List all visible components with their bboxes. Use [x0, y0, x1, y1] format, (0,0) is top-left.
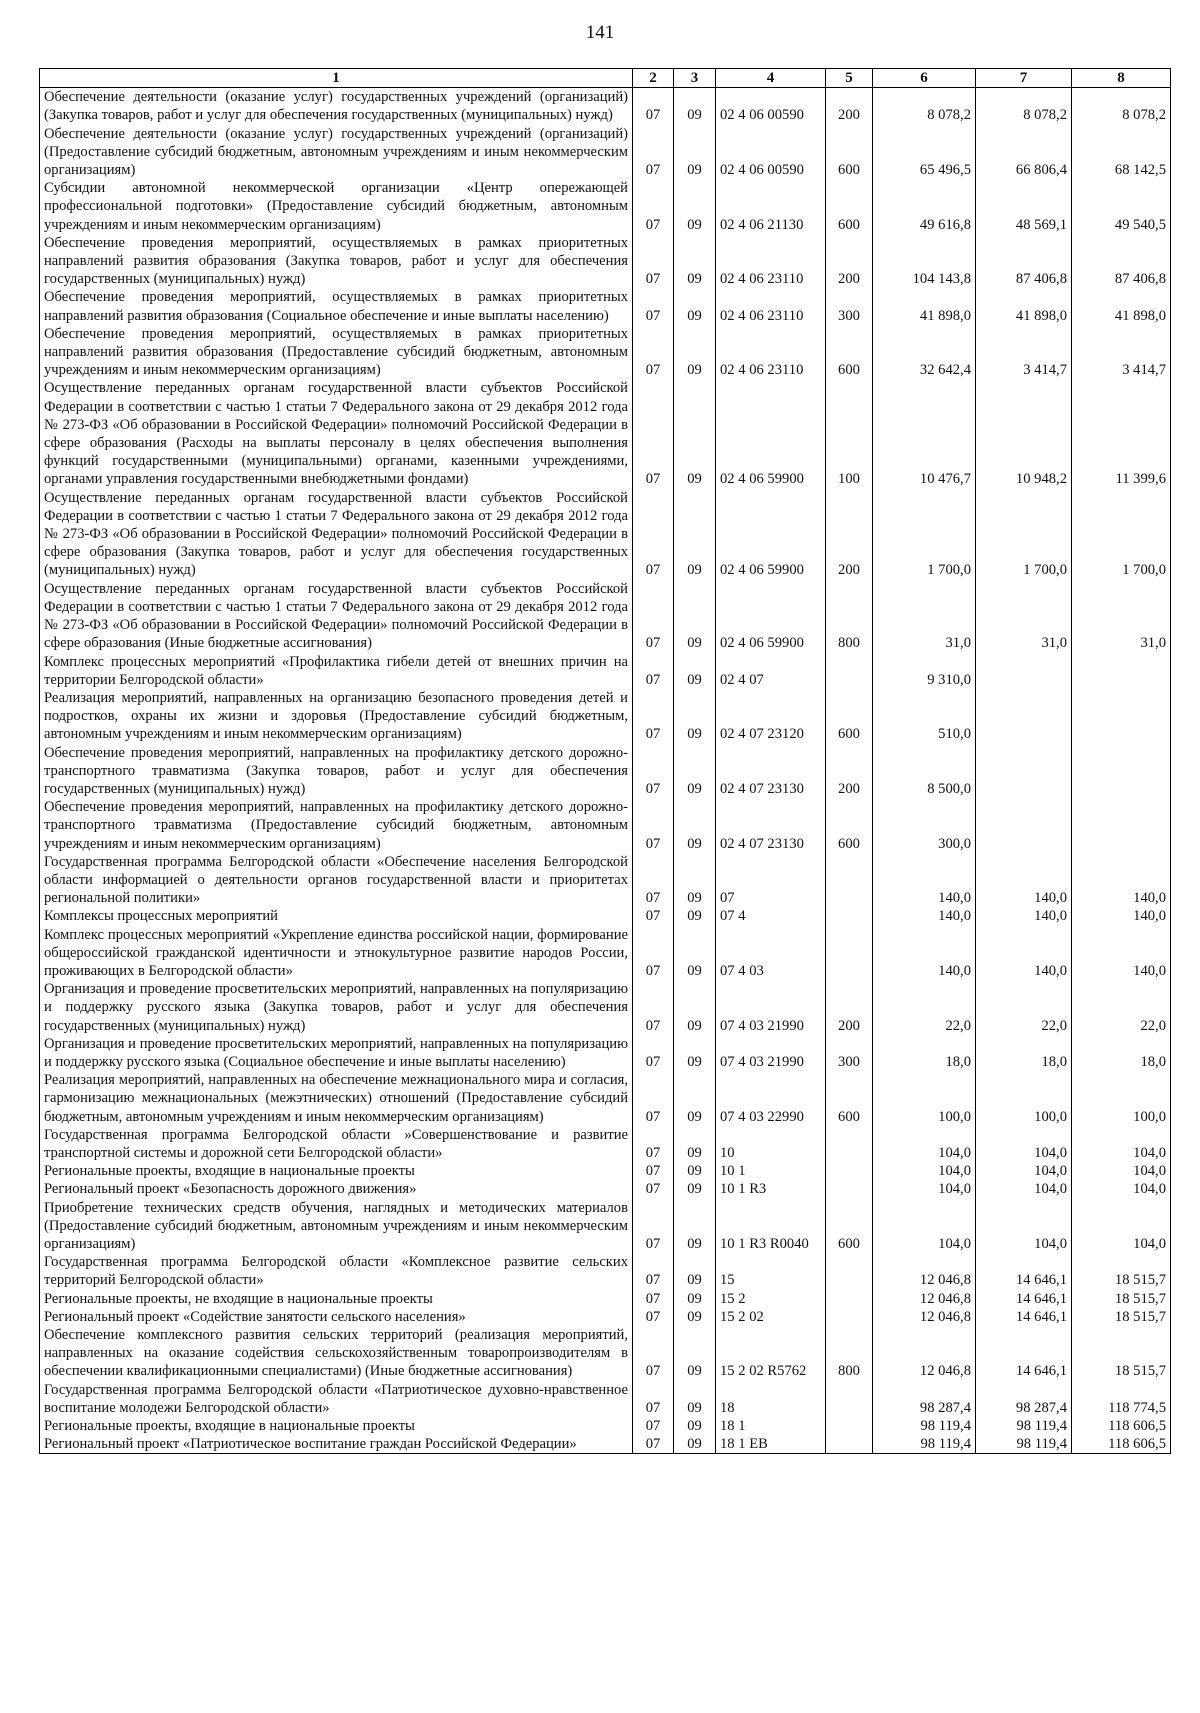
table-row — [40, 1253, 1171, 1289]
cell-amount-year3: 11 399,6 — [1072, 379, 1171, 488]
cell-target-article: 02 4 06 23110 — [716, 325, 826, 380]
table-row — [40, 234, 1171, 289]
cell-subsection: 09 — [674, 1253, 716, 1289]
cell-amount-year2: 22,0 — [976, 980, 1072, 1035]
table-row — [40, 653, 1171, 689]
cell-section: 07 — [633, 288, 674, 324]
cell-section: 07 — [633, 744, 674, 799]
cell-amount-year3: 140,0 — [1072, 853, 1171, 908]
cell-expense-type — [826, 1308, 873, 1326]
cell-expense-type: 200 — [826, 980, 873, 1035]
row-description: Обеспечение проведения мероприятий, направленных на профилактику детского дорожно-транспортного травматизма (Предоставление субсидий бюджетным, автономным учреждениям и иным некоммерческим организациям) — [40, 798, 633, 853]
cell-subsection: 09 — [674, 1435, 716, 1454]
cell-target-article: 18 1 — [716, 1417, 826, 1435]
cell-target-article: 02 4 07 23120 — [716, 689, 826, 744]
cell-section: 07 — [633, 1308, 674, 1326]
row-description: Реализация мероприятий, направленных на организацию безопасного проведения детей и подростков, охраны их жизни и здоровья (Предоставление субсидий бюджетным, автономным учреждениям и иным некоммерческим организациям) — [40, 689, 633, 744]
cell-section: 07 — [633, 88, 674, 125]
cell-subsection: 09 — [674, 489, 716, 580]
cell-expense-type: 100 — [826, 379, 873, 488]
cell-amount-year1: 104,0 — [873, 1162, 976, 1180]
cell-subsection: 09 — [674, 1162, 716, 1180]
cell-expense-type: 200 — [826, 744, 873, 799]
cell-amount-year2: 8 078,2 — [976, 88, 1072, 125]
cell-section: 07 — [633, 907, 674, 925]
cell-section: 07 — [633, 1071, 674, 1126]
table-row — [40, 744, 1171, 799]
cell-subsection: 09 — [674, 1326, 716, 1381]
cell-section: 07 — [633, 1290, 674, 1308]
cell-amount-year3: 87 406,8 — [1072, 234, 1171, 289]
table-row — [40, 1035, 1171, 1071]
table-row — [40, 325, 1171, 380]
cell-amount-year1: 8 078,2 — [873, 88, 976, 125]
cell-target-article: 18 1 EB — [716, 1435, 826, 1454]
cell-amount-year3: 8 078,2 — [1072, 88, 1171, 125]
cell-amount-year1: 1 700,0 — [873, 489, 976, 580]
cell-amount-year1: 12 046,8 — [873, 1253, 976, 1289]
cell-section: 07 — [633, 1035, 674, 1071]
cell-expense-type: 800 — [826, 580, 873, 653]
cell-amount-year1: 12 046,8 — [873, 1326, 976, 1381]
cell-expense-type — [826, 1290, 873, 1308]
cell-subsection: 09 — [674, 926, 716, 981]
table-row — [40, 1290, 1171, 1308]
cell-amount-year3: 100,0 — [1072, 1071, 1171, 1126]
cell-amount-year3 — [1072, 744, 1171, 799]
cell-subsection: 09 — [674, 744, 716, 799]
row-description: Обеспечение проведения мероприятий, осуществляемых в рамках приоритетных направлений развития образования (Социальное обеспечение и иные выплаты населению) — [40, 288, 633, 324]
cell-subsection: 09 — [674, 379, 716, 488]
row-description: Комплексы процессных мероприятий — [40, 907, 633, 925]
table-row — [40, 88, 1171, 125]
cell-amount-year3: 104,0 — [1072, 1162, 1171, 1180]
cell-amount-year3: 140,0 — [1072, 926, 1171, 981]
cell-amount-year3: 31,0 — [1072, 580, 1171, 653]
cell-target-article: 07 4 03 — [716, 926, 826, 981]
cell-amount-year2: 100,0 — [976, 1071, 1072, 1126]
cell-section: 07 — [633, 853, 674, 908]
cell-expense-type — [826, 653, 873, 689]
cell-subsection: 09 — [674, 980, 716, 1035]
cell-target-article: 02 4 07 23130 — [716, 744, 826, 799]
cell-section: 07 — [633, 1199, 674, 1254]
cell-amount-year1: 12 046,8 — [873, 1290, 976, 1308]
cell-amount-year3: 18 515,7 — [1072, 1326, 1171, 1381]
cell-target-article: 18 — [716, 1381, 826, 1417]
row-description: Субсидии автономной некоммерческой организации «Центр опережающей профессиональной подготовки» (Предоставление субсидий бюджетным, автономным учреждениям и иным некоммерческим организациям) — [40, 179, 633, 234]
row-description: Организация и проведение просветительских мероприятий, направленных на популяризацию и поддержку русского языка (Закупка товаров, работ и услуг для обеспечения государственных (муниципальных) нужд) — [40, 980, 633, 1035]
cell-subsection: 09 — [674, 580, 716, 653]
cell-amount-year3: 18 515,7 — [1072, 1290, 1171, 1308]
cell-amount-year1: 98 119,4 — [873, 1435, 976, 1454]
cell-amount-year1: 31,0 — [873, 580, 976, 653]
cell-amount-year3: 104,0 — [1072, 1126, 1171, 1162]
cell-amount-year2: 98 287,4 — [976, 1381, 1072, 1417]
cell-subsection: 09 — [674, 234, 716, 289]
cell-section: 07 — [633, 1326, 674, 1381]
cell-amount-year1: 510,0 — [873, 689, 976, 744]
cell-amount-year3: 18 515,7 — [1072, 1308, 1171, 1326]
row-description: Комплекс процессных мероприятий «Профилактика гибели детей от внешних причин на территории Белгородской области» — [40, 653, 633, 689]
cell-subsection: 09 — [674, 1308, 716, 1326]
table-row — [40, 907, 1171, 925]
row-description: Региональный проект «Безопасность дорожного движения» — [40, 1180, 633, 1198]
cell-amount-year3: 22,0 — [1072, 980, 1171, 1035]
cell-expense-type: 300 — [826, 288, 873, 324]
cell-amount-year1: 104 143,8 — [873, 234, 976, 289]
cell-expense-type — [826, 1417, 873, 1435]
cell-target-article: 02 4 06 59900 — [716, 379, 826, 488]
cell-section: 07 — [633, 489, 674, 580]
cell-target-article: 15 — [716, 1253, 826, 1289]
table-row — [40, 689, 1171, 744]
table-row — [40, 1126, 1171, 1162]
cell-amount-year3: 41 898,0 — [1072, 288, 1171, 324]
cell-section: 07 — [633, 1417, 674, 1435]
cell-amount-year3: 104,0 — [1072, 1199, 1171, 1254]
cell-amount-year3: 49 540,5 — [1072, 179, 1171, 234]
row-description: Государственная программа Белгородской области «Патриотическое духовно-нравственное воспитание молодежи Белгородской области» — [40, 1381, 633, 1417]
cell-target-article: 10 1 R3 — [716, 1180, 826, 1198]
cell-subsection: 09 — [674, 1381, 716, 1417]
cell-target-article: 02 4 07 — [716, 653, 826, 689]
cell-target-article: 02 4 06 59900 — [716, 489, 826, 580]
cell-section: 07 — [633, 1162, 674, 1180]
cell-amount-year2: 140,0 — [976, 926, 1072, 981]
cell-target-article: 15 2 02 — [716, 1308, 826, 1326]
table-row — [40, 1162, 1171, 1180]
table-row — [40, 125, 1171, 180]
cell-amount-year3 — [1072, 798, 1171, 853]
cell-expense-type: 600 — [826, 798, 873, 853]
table-row — [40, 1435, 1171, 1454]
table-row — [40, 798, 1171, 853]
cell-amount-year1: 300,0 — [873, 798, 976, 853]
cell-amount-year1: 104,0 — [873, 1180, 976, 1198]
table-row — [40, 1308, 1171, 1326]
column-header: 8 — [1072, 69, 1171, 88]
column-header: 4 — [716, 69, 826, 88]
cell-subsection: 09 — [674, 288, 716, 324]
cell-subsection: 09 — [674, 88, 716, 125]
cell-subsection: 09 — [674, 798, 716, 853]
cell-amount-year3: 68 142,5 — [1072, 125, 1171, 180]
cell-expense-type: 600 — [826, 689, 873, 744]
cell-target-article: 07 — [716, 853, 826, 908]
cell-amount-year1: 140,0 — [873, 926, 976, 981]
cell-expense-type: 600 — [826, 325, 873, 380]
table-row — [40, 1071, 1171, 1126]
budget-table — [39, 68, 1171, 1454]
cell-subsection: 09 — [674, 125, 716, 180]
cell-subsection: 09 — [674, 1290, 716, 1308]
row-description: Региональные проекты, входящие в национальные проекты — [40, 1162, 633, 1180]
cell-section: 07 — [633, 379, 674, 488]
cell-subsection: 09 — [674, 853, 716, 908]
cell-section: 07 — [633, 325, 674, 380]
cell-target-article: 02 4 06 00590 — [716, 125, 826, 180]
cell-amount-year2: 104,0 — [976, 1180, 1072, 1198]
cell-amount-year2: 10 948,2 — [976, 379, 1072, 488]
row-description: Обеспечение деятельности (оказание услуг) государственных учреждений (организаций) (Закупка товаров, работ и услуг для обеспечения государственных (муниципальных) нужд) — [40, 88, 633, 125]
cell-target-article: 02 4 07 23130 — [716, 798, 826, 853]
cell-expense-type: 200 — [826, 88, 873, 125]
cell-amount-year1: 98 119,4 — [873, 1417, 976, 1435]
cell-amount-year1: 32 642,4 — [873, 325, 976, 380]
cell-target-article: 10 1 — [716, 1162, 826, 1180]
cell-target-article: 02 4 06 23110 — [716, 234, 826, 289]
cell-expense-type: 600 — [826, 1199, 873, 1254]
cell-section: 07 — [633, 653, 674, 689]
cell-amount-year1: 9 310,0 — [873, 653, 976, 689]
cell-expense-type: 600 — [826, 179, 873, 234]
column-header: 5 — [826, 69, 873, 88]
cell-amount-year2: 14 646,1 — [976, 1253, 1072, 1289]
cell-subsection: 09 — [674, 179, 716, 234]
cell-amount-year2: 140,0 — [976, 907, 1072, 925]
cell-amount-year2: 41 898,0 — [976, 288, 1072, 324]
cell-subsection: 09 — [674, 1417, 716, 1435]
cell-subsection: 09 — [674, 653, 716, 689]
row-description: Обеспечение проведения мероприятий, направленных на профилактику детского дорожно-транспортного травматизма (Закупка товаров, работ и услуг для обеспечения государственных (муниципальных) нужд) — [40, 744, 633, 799]
cell-section: 07 — [633, 689, 674, 744]
row-description: Региональный проект «Патриотическое воспитание граждан Российской Федерации» — [40, 1435, 633, 1454]
cell-amount-year2: 14 646,1 — [976, 1290, 1072, 1308]
row-description: Обеспечение проведения мероприятий, осуществляемых в рамках приоритетных направлений развития образования (Закупка товаров, работ и услуг для обеспечения государственных (муниципальных) нужд) — [40, 234, 633, 289]
row-description: Приобретение технических средств обучения, наглядных и методических материалов (Предоставление субсидий бюджетным, автономным учреждениям и иным некоммерческим организациям) — [40, 1199, 633, 1254]
cell-amount-year2 — [976, 653, 1072, 689]
cell-amount-year3: 104,0 — [1072, 1180, 1171, 1198]
cell-expense-type — [826, 1435, 873, 1454]
cell-target-article: 07 4 03 21990 — [716, 1035, 826, 1071]
cell-amount-year1: 41 898,0 — [873, 288, 976, 324]
cell-amount-year2 — [976, 689, 1072, 744]
table-row — [40, 1180, 1171, 1198]
cell-amount-year2: 104,0 — [976, 1126, 1072, 1162]
cell-amount-year2: 87 406,8 — [976, 234, 1072, 289]
row-description: Организация и проведение просветительских мероприятий, направленных на популяризацию и поддержку русского языка (Социальное обеспечение и иные выплаты населению) — [40, 1035, 633, 1071]
column-header: 7 — [976, 69, 1072, 88]
cell-section: 07 — [633, 234, 674, 289]
cell-amount-year1: 104,0 — [873, 1199, 976, 1254]
cell-target-article: 02 4 06 59900 — [716, 580, 826, 653]
table-header-row — [40, 69, 1171, 88]
cell-amount-year3: 1 700,0 — [1072, 489, 1171, 580]
cell-amount-year3: 18 515,7 — [1072, 1253, 1171, 1289]
cell-amount-year2: 104,0 — [976, 1162, 1072, 1180]
cell-amount-year3 — [1072, 653, 1171, 689]
page-number: 141 — [585, 22, 615, 43]
cell-target-article: 07 4 — [716, 907, 826, 925]
cell-expense-type — [826, 926, 873, 981]
cell-amount-year1: 140,0 — [873, 907, 976, 925]
column-header: 3 — [674, 69, 716, 88]
row-description: Осуществление переданных органам государственной власти субъектов Российской Федерации в соответствии с частью 1 статьи 7 Федерального закона от 29 декабря 2012 года № 273-ФЗ «Об образовании в Российской Федерации» полномочий Российской Федерации в сфере образования (Иные бюджетные ассигнования) — [40, 580, 633, 653]
cell-amount-year3: 18,0 — [1072, 1035, 1171, 1071]
cell-target-article: 15 2 02 R5762 — [716, 1326, 826, 1381]
cell-subsection: 09 — [674, 907, 716, 925]
table-row — [40, 1199, 1171, 1254]
column-header: 6 — [873, 69, 976, 88]
cell-subsection: 09 — [674, 689, 716, 744]
cell-amount-year1: 10 476,7 — [873, 379, 976, 488]
cell-amount-year2: 66 806,4 — [976, 125, 1072, 180]
cell-amount-year2: 31,0 — [976, 580, 1072, 653]
cell-subsection: 09 — [674, 1180, 716, 1198]
cell-amount-year2: 140,0 — [976, 853, 1072, 908]
cell-expense-type — [826, 907, 873, 925]
row-description: Комплекс процессных мероприятий «Укрепление единства российской нации, формирование общероссийской гражданской идентичности и этнокультурное развитие народов России, проживающих в Белгородской области» — [40, 926, 633, 981]
cell-section: 07 — [633, 926, 674, 981]
row-description: Осуществление переданных органам государственной власти субъектов Российской Федерации в соответствии с частью 1 статьи 7 Федерального закона от 29 декабря 2012 года № 273-ФЗ «Об образовании в Российской Федерации» полномочий Российской Федерации в сфере образования (Закупка товаров, работ и услуг для обеспечения государственных (муниципальных) нужд) — [40, 489, 633, 580]
cell-amount-year2: 98 119,4 — [976, 1435, 1072, 1454]
cell-expense-type: 200 — [826, 234, 873, 289]
table-row — [40, 1326, 1171, 1381]
cell-amount-year1: 18,0 — [873, 1035, 976, 1071]
table-row — [40, 179, 1171, 234]
table-row — [40, 926, 1171, 981]
table-row — [40, 489, 1171, 580]
cell-expense-type — [826, 853, 873, 908]
cell-expense-type — [826, 1253, 873, 1289]
cell-section: 07 — [633, 1180, 674, 1198]
cell-target-article: 02 4 06 00590 — [716, 88, 826, 125]
cell-amount-year1: 22,0 — [873, 980, 976, 1035]
cell-target-article: 02 4 06 21130 — [716, 179, 826, 234]
cell-amount-year3: 118 774,5 — [1072, 1381, 1171, 1417]
cell-amount-year2: 14 646,1 — [976, 1326, 1072, 1381]
cell-target-article: 10 1 R3 R0040 — [716, 1199, 826, 1254]
cell-amount-year2 — [976, 744, 1072, 799]
table-row — [40, 580, 1171, 653]
cell-amount-year3: 118 606,5 — [1072, 1435, 1171, 1454]
row-description: Государственная программа Белгородской области «Обеспечение населения Белгородской области информацией о деятельности органов государственной власти и приоритетах региональной политики» — [40, 853, 633, 908]
cell-target-article: 07 4 03 21990 — [716, 980, 826, 1035]
cell-amount-year2: 104,0 — [976, 1199, 1072, 1254]
row-description: Обеспечение проведения мероприятий, осуществляемых в рамках приоритетных направлений развития образования (Предоставление субсидий бюджетным, автономным учреждениям и иным некоммерческим организациям) — [40, 325, 633, 380]
row-description: Обеспечение деятельности (оказание услуг) государственных учреждений (организаций) (Предоставление субсидий бюджетным, автономным учреждениям и иным некоммерческим организациям) — [40, 125, 633, 180]
cell-expense-type — [826, 1162, 873, 1180]
cell-target-article: 15 2 — [716, 1290, 826, 1308]
cell-amount-year1: 8 500,0 — [873, 744, 976, 799]
column-header: 1 — [40, 69, 633, 88]
cell-section: 07 — [633, 1126, 674, 1162]
cell-amount-year3: 140,0 — [1072, 907, 1171, 925]
row-description: Региональный проект «Содействие занятости сельского населения» — [40, 1308, 633, 1326]
cell-amount-year2: 1 700,0 — [976, 489, 1072, 580]
cell-expense-type — [826, 1180, 873, 1198]
cell-expense-type — [826, 1126, 873, 1162]
cell-subsection: 09 — [674, 1126, 716, 1162]
cell-section: 07 — [633, 798, 674, 853]
cell-expense-type: 600 — [826, 1071, 873, 1126]
cell-section: 07 — [633, 179, 674, 234]
cell-subsection: 09 — [674, 1199, 716, 1254]
table-row — [40, 853, 1171, 908]
cell-amount-year1: 65 496,5 — [873, 125, 976, 180]
cell-amount-year3: 3 414,7 — [1072, 325, 1171, 380]
cell-amount-year1: 98 287,4 — [873, 1381, 976, 1417]
cell-amount-year2 — [976, 798, 1072, 853]
cell-section: 07 — [633, 1381, 674, 1417]
row-description: Обеспечение комплексного развития сельских территорий (реализация мероприятий, направленных на оказание содействия сельскохозяйственным товаропроизводителям в обеспечении квалификационными специалистами) (Иные бюджетные ассигнования) — [40, 1326, 633, 1381]
cell-subsection: 09 — [674, 325, 716, 380]
row-description: Региональные проекты, не входящие в национальные проекты — [40, 1290, 633, 1308]
cell-section: 07 — [633, 1253, 674, 1289]
table-row — [40, 1381, 1171, 1417]
row-description: Государственная программа Белгородской области »Совершенствование и развитие транспортной системы и дорожной сети Белгородской области» — [40, 1126, 633, 1162]
cell-section: 07 — [633, 980, 674, 1035]
row-description: Региональные проекты, входящие в национальные проекты — [40, 1417, 633, 1435]
cell-amount-year2: 18,0 — [976, 1035, 1072, 1071]
row-description: Реализация мероприятий, направленных на обеспечение межнационального мира и согласия, гармонизацию межнациональных (межэтнических) отношений (Предоставление субсидий бюджетным, автономным учреждениям и иным некоммерческим организациям) — [40, 1071, 633, 1126]
cell-amount-year1: 140,0 — [873, 853, 976, 908]
cell-amount-year2: 3 414,7 — [976, 325, 1072, 380]
cell-subsection: 09 — [674, 1071, 716, 1126]
row-description: Государственная программа Белгородской области «Комплексное развитие сельских территорий Белгородской области» — [40, 1253, 633, 1289]
cell-section: 07 — [633, 1435, 674, 1454]
cell-amount-year2: 48 569,1 — [976, 179, 1072, 234]
cell-amount-year1: 100,0 — [873, 1071, 976, 1126]
cell-amount-year1: 12 046,8 — [873, 1308, 976, 1326]
table-row — [40, 1417, 1171, 1435]
row-description: Осуществление переданных органам государственной власти субъектов Российской Федерации в соответствии с частью 1 статьи 7 Федерального закона от 29 декабря 2012 года № 273-ФЗ «Об образовании в Российской Федерации» полномочий Российской Федерации в сфере образования (Расходы на выплаты персоналу в целях обеспечения выполнения функций государственными (муниципальными) органами, казенными учреждениями, органами управления государственными внебюджетными фондами) — [40, 379, 633, 488]
cell-amount-year2: 98 119,4 — [976, 1417, 1072, 1435]
column-header: 2 — [633, 69, 674, 88]
table-row — [40, 980, 1171, 1035]
table-row — [40, 288, 1171, 324]
cell-amount-year2: 14 646,1 — [976, 1308, 1072, 1326]
cell-expense-type: 300 — [826, 1035, 873, 1071]
cell-amount-year1: 49 616,8 — [873, 179, 976, 234]
cell-subsection: 09 — [674, 1035, 716, 1071]
cell-target-article: 07 4 03 22990 — [716, 1071, 826, 1126]
table-row — [40, 379, 1171, 488]
cell-expense-type — [826, 1381, 873, 1417]
cell-amount-year3 — [1072, 689, 1171, 744]
cell-amount-year1: 104,0 — [873, 1126, 976, 1162]
cell-amount-year3: 118 606,5 — [1072, 1417, 1171, 1435]
table-body — [40, 88, 1171, 1454]
cell-section: 07 — [633, 125, 674, 180]
cell-target-article: 02 4 06 23110 — [716, 288, 826, 324]
cell-expense-type: 600 — [826, 125, 873, 180]
cell-target-article: 10 — [716, 1126, 826, 1162]
cell-expense-type: 800 — [826, 1326, 873, 1381]
cell-expense-type: 200 — [826, 489, 873, 580]
cell-section: 07 — [633, 580, 674, 653]
